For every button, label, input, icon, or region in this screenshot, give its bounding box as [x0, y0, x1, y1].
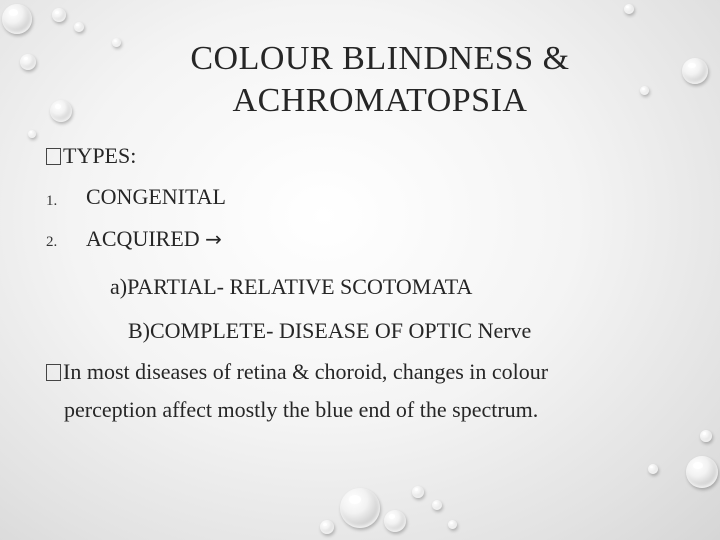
- right-arrow-icon: →: [205, 227, 222, 251]
- item-number: 1.: [46, 193, 58, 209]
- item-number: 2.: [46, 234, 58, 250]
- note-bullet: [46, 359, 548, 385]
- water-drop-decoration: [648, 464, 658, 474]
- square-bullet-icon: [46, 148, 61, 165]
- sub-item-complete: B)COMPLETE- DISEASE OF OPTIC Nerve: [128, 318, 532, 343]
- square-bullet-icon: [46, 364, 61, 381]
- item-acquired-label: ACQUIRED: [86, 226, 200, 251]
- water-drop-decoration: [384, 510, 406, 532]
- item-congenital: CONGENITAL: [86, 184, 226, 209]
- water-drop-decoration: [682, 58, 708, 84]
- water-drop-decoration: [28, 130, 36, 138]
- water-drop-decoration: [50, 100, 72, 122]
- title-line-2: ACHROMATOPSIA: [232, 82, 528, 119]
- sub-item-partial: a)PARTIAL- RELATIVE SCOTOMATA: [110, 274, 473, 299]
- water-drop-decoration: [412, 486, 424, 498]
- water-drop-decoration: [20, 54, 36, 70]
- types-bullet: [46, 143, 136, 169]
- water-drop-decoration: [2, 4, 32, 34]
- slide-title: [120, 38, 640, 122]
- water-drop-decoration: [320, 520, 334, 534]
- water-drop-decoration: [340, 488, 380, 528]
- title-line-1: COLOUR BLINDNESS &: [190, 40, 570, 77]
- water-drop-decoration: [74, 22, 84, 32]
- item-acquired: [86, 226, 222, 252]
- note-line-1: In most diseases of retina & choroid, changes in colour: [63, 359, 549, 384]
- water-drop-decoration: [700, 430, 712, 442]
- water-drop-decoration: [448, 520, 457, 529]
- water-drop-decoration: [432, 500, 442, 510]
- note-line-2: perception affect mostly the blue end of the spectrum.: [64, 397, 539, 422]
- water-drop-decoration: [52, 8, 66, 22]
- water-drop-decoration: [624, 4, 634, 14]
- water-drop-decoration: [640, 86, 649, 95]
- water-drop-decoration: [686, 456, 718, 488]
- types-label: TYPES:: [63, 143, 137, 168]
